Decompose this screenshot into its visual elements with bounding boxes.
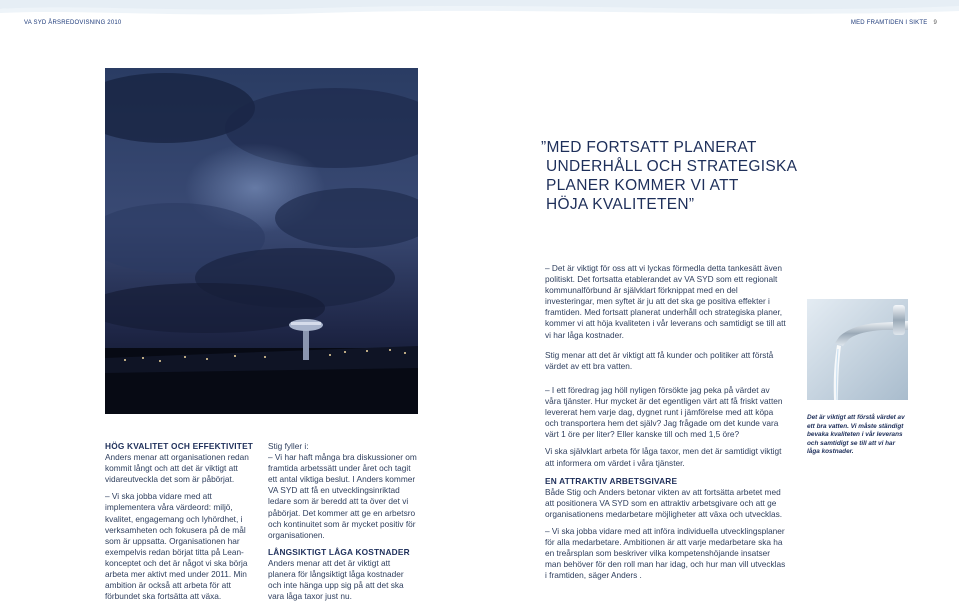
section-heading: EN ATTRAKTIV ARBETSGIVARE — [545, 475, 678, 486]
page-number: 9 — [933, 20, 937, 26]
paragraph: – Det är viktigt för oss att vi lyckas förmedla detta tankesätt även politiskt. Det fortsatta etablerandet av VA SYD som ett regionalt kommunalförbund är självklart förknippat med en del investeringar, men syftet är ju att det ska ge positiva effekter i framtiden. Med fortsatt planerat underhåll och strategiska planer, kommer vi att höja kvaliteten i vår leverans och samtidigt se till att vi har låga kostnader. — [545, 263, 786, 340]
water-tap-photo — [807, 299, 908, 400]
paragraph: Stig fyller i: — [268, 441, 309, 451]
image-caption: Det är viktigt att förstå värdet av ett bra vatten. Vi måste ständigt bevaka kvaliteten i vår leverans och samtidigt se till att vi har låga kostnader. — [807, 414, 905, 456]
paragraph: – I ett föredrag jag höll nyligen försökte jag peka på värdet av våra tjänster. Hur mycket är det egentligen värt att få friskt vatten levererat hem varje dag, dygnet runt i jämförelse med att köpa och transportera hem det själv? Jag frågade om det kunde vara värt 1 öre per liter? Eller kanske till och med 1,5 öre? — [545, 385, 783, 440]
section-heading: LÅNGSIKTIGT LÅGA KOSTNADER — [268, 546, 410, 557]
pull-quote-line: ”MED FORTSATT PLANERAT — [541, 139, 757, 156]
paragraph: Stig menar att det är viktigt att få kunder och politiker att förstå värdet av ett bra vatten. — [545, 349, 774, 371]
section-heading: HÖG KVALITET OCH EFFEKTIVITET — [105, 441, 254, 451]
paragraph: Både Stig och Anders betonar vikten av att fortsätta arbetet med att positionera VA SYD som en attraktiv arbetsgivare och att ge organisationens medarbetare möjligheter att växa och utvecklas. — [545, 486, 783, 519]
header-wave-decoration — [0, 0, 959, 40]
section-title: MED FRAMTIDEN I SIKTE — [850, 20, 928, 26]
running-header-left: VA SYD ÅRSREDOVISNING 2010 — [24, 20, 122, 26]
paragraph: Vi ska självklart arbeta för låga taxor, men det är samtidigt viktigt att informera om värdet i våra tjänster. — [545, 446, 782, 468]
article-column-1 — [105, 441, 255, 608]
paragraph: Anders menar att det är viktigt att planera för långsiktigt låga kostnader och inte hänga upp sig på att det ska vara låga taxor just nu. — [268, 557, 404, 602]
pull-quote-line: UNDERHÅLL OCH STRATEGISKA — [546, 158, 798, 175]
article-column-3-upper — [545, 263, 788, 378]
pull-quote-line: PLANER KOMMER VI ATT — [546, 177, 739, 194]
article-column-3-lower — [545, 385, 788, 588]
paragraph: – Vi ska jobba vidare med att införa individuella utvecklingsplaner för alla medarbetare. Ambitionen är att varje medarbetare ska ha en treårsplan som beskriver vilka kompetenshöjande insatser man behöver för den roll man har idag, och hur man vill utvecklas i framtiden, säger Anders . — [545, 526, 786, 581]
paragraph: – Vi har haft många bra diskussioner om framtida arbetssätt under året och tagit ett antal viktiga beslut. I Anders kommer VA SYD att få en utvecklingsinriktad ledare som är beredd att ta över det vi påbörjat. Det kommer att ge en arbetsro och kontinuitet som är mycket positiv för organisationen. — [268, 452, 417, 540]
article-column-2 — [268, 441, 418, 608]
running-header-right — [851, 20, 937, 26]
pull-quote — [541, 138, 797, 214]
paragraph: Anders menar att organisationen redan kommit långt och att det är viktigt att vidareutveckla det som är påbörjat. — [105, 452, 249, 485]
pull-quote-line: HÖJA KVALITETEN” — [546, 196, 695, 213]
night-sky-water-tower-photo — [105, 68, 418, 414]
paragraph: – Vi ska jobba vidare med att implementera våra värdeord: miljö, kvalitet, engagemang och lyhördhet, i verksamheten och fokusera på de mål som är uppsatta. Organisationen har exempelvis redan börjat titta på Lean-konceptet och det är något vi ska börja arbeta mer aktivt med under 2011. Min ambition är också att arbeta för att förbundet ska fortsätta att växa. — [105, 491, 248, 602]
